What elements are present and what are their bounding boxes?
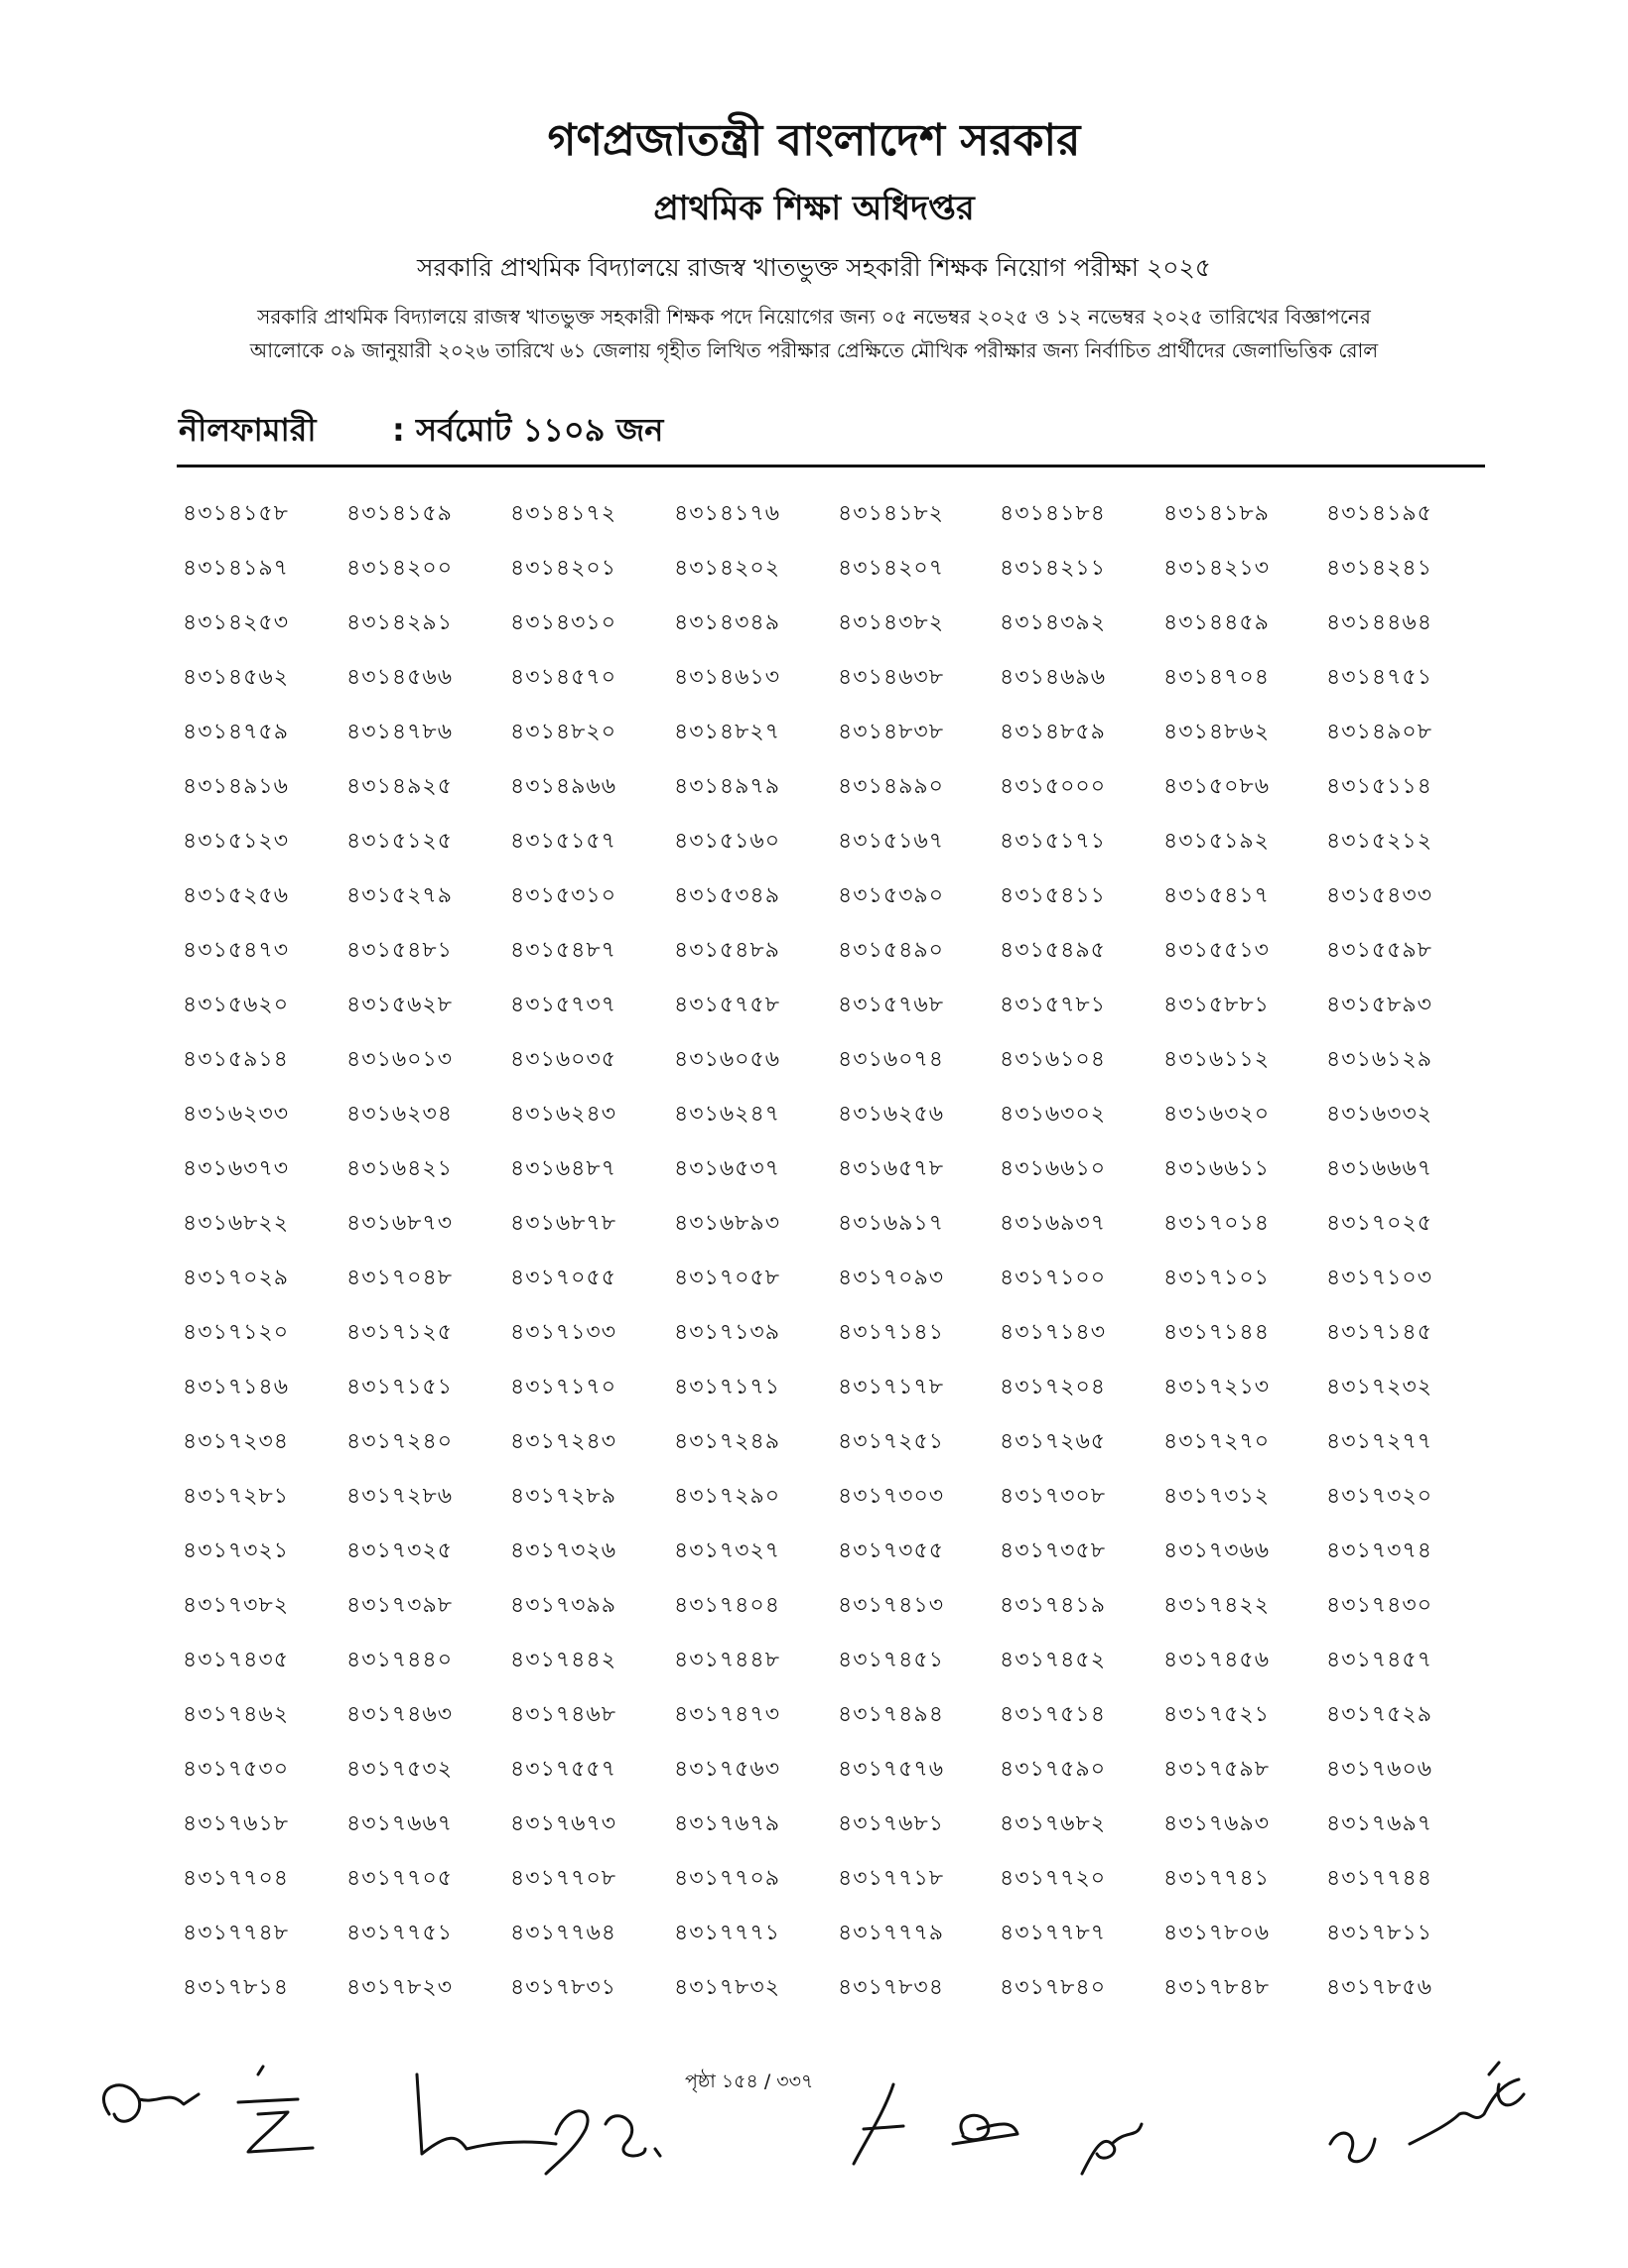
roll-number: ৪৩১৭০২৫ <box>1326 1211 1433 1236</box>
roll-number: ৪৩১৪৯৯০ <box>838 774 944 799</box>
signature-4 <box>546 2111 660 2174</box>
roll-number: ৪৩১৭২১৩ <box>1163 1375 1271 1400</box>
roll-number: ৪৩১৬১২৯ <box>1326 1047 1433 1072</box>
government-title: গণপ্রজাতন্ত্রী বাংলাদেশ সরকার <box>547 115 1081 166</box>
roll-number: ৪৩১৫১২৫ <box>346 829 453 854</box>
roll-number: ৪৩১৭৬৯৭ <box>1326 1811 1433 1836</box>
roll-number: ৪৩১৭২০৪ <box>1000 1375 1107 1400</box>
roll-number: ৪৩১৭৮০৬ <box>1163 1921 1271 1945</box>
signatures-image <box>89 2045 1578 2203</box>
roll-number: ৪৩১৭১৪৩ <box>1000 1320 1107 1345</box>
roll-number: ৪৩১৭৬৮২ <box>1000 1811 1107 1836</box>
roll-number: ৪৩১৭১২৫ <box>346 1320 454 1345</box>
roll-number: ৪৩১৪৪৫৯ <box>1163 610 1270 635</box>
roll-number: ৪৩১৬২৪৭ <box>674 1102 781 1127</box>
roll-number: ৪৩১৭৪৫৬ <box>1163 1648 1271 1672</box>
roll-number: ৪৩১৫৪৯০ <box>838 938 944 963</box>
roll-number: ৪৩১৪২৪১ <box>1326 556 1432 581</box>
signature-1 <box>103 2085 199 2121</box>
roll-number: ৪৩১৪৬১৩ <box>674 665 781 690</box>
roll-number: ৪৩১৭৬৭৯ <box>674 1811 781 1836</box>
roll-number: ৪৩১৭৩২৫ <box>346 1538 454 1563</box>
page-number: পৃষ্ঠা ১৫৪ / ৩৩৭ <box>685 2070 814 2092</box>
roll-number: ৪৩১৭২৪৯ <box>674 1429 781 1454</box>
roll-row <box>183 660 1493 715</box>
roll-number: ৪৩১৭২৫১ <box>838 1429 945 1454</box>
roll-number: ৪৩১৭২৯০ <box>674 1484 781 1509</box>
roll-number: ৪৩১৪৫৭০ <box>510 665 617 690</box>
roll-number: ৪৩১৭১২০ <box>183 1320 290 1345</box>
roll-number: ৪৩১৬৬১১ <box>1163 1156 1271 1181</box>
roll-number: ৪৩১৭৩৭৪ <box>1326 1538 1433 1563</box>
roll-row <box>183 878 1493 933</box>
roll-number: ৪৩১৪৮৬২ <box>1163 720 1271 744</box>
roll-number: ৪৩১৫৬২৮ <box>346 993 454 1017</box>
roll-number: ৪৩১৫৩৯০ <box>838 883 945 908</box>
roll-number: ৪৩১৭৬৬৭ <box>346 1811 454 1836</box>
roll-number: ৪৩১৬৮৭৩ <box>346 1211 454 1236</box>
roll-number: ৪৩১৭৬১৮ <box>183 1811 290 1836</box>
roll-number: ৪৩১৫২৭৯ <box>346 883 454 908</box>
roll-number: ৪৩১৪৭৮৬ <box>346 720 454 744</box>
roll-number: ৪৩১৭৪৩৫ <box>183 1648 290 1672</box>
notice-line-2: আলোকে ০৯ জানুয়ারী ২০২৬ তারিখে ৬১ জেলায় গৃহীত লিখিত পরীক্ষার প্রেক্ষিতে মৌখিক পরীক্ষার জন্য নির্বাচিত প্রার্থীদের জেলাভিত্তিক রোল <box>249 338 1379 362</box>
roll-row <box>183 824 1493 878</box>
roll-number: ৪৩১৭৮১১ <box>1326 1921 1432 1945</box>
roll-number: ৪৩১৫০০০ <box>1000 774 1107 799</box>
roll-number: ৪৩১৫৩১০ <box>510 883 617 908</box>
roll-number: ৪৩১৭৪৭৩ <box>674 1702 781 1727</box>
roll-number: ৪৩১৫৩৪৯ <box>674 883 780 908</box>
roll-number: ৪৩১৬৬১০ <box>1000 1156 1107 1181</box>
exam-title: সরকারি প্রাথমিক বিদ্যালয়ে রাজস্ব খাতভুক্ত সহকারী শিক্ষক নিয়োগ পরীক্ষা ২০২৫ <box>417 253 1211 282</box>
roll-number: ৪৩১৭৫২৯ <box>1326 1702 1433 1727</box>
roll-number: ৪৩১৭২৭৭ <box>1326 1429 1433 1454</box>
roll-number: ৪৩১৭৩২০ <box>1326 1484 1433 1509</box>
roll-number: ৪৩১৭৭৭১ <box>674 1921 781 1945</box>
roll-number: ৪৩১৭২৩৪ <box>183 1429 290 1454</box>
roll-number: ৪৩১৫২১২ <box>1326 829 1433 854</box>
roll-number: ৪৩১৭৭২০ <box>1000 1866 1107 1891</box>
roll-number: ৪৩১৭০৫৫ <box>510 1266 617 1290</box>
roll-number: ৪৩১৪১৫৮ <box>183 501 289 526</box>
roll-row <box>183 988 1493 1042</box>
roll-number: ৪৩১৭৭৪১ <box>1163 1866 1271 1891</box>
roll-number: ৪৩১৪১৫৯ <box>346 501 453 526</box>
roll-number: ৪৩১৪৮৫৯ <box>1000 720 1106 744</box>
roll-number: ৪৩১৪৫৬৬ <box>346 665 454 690</box>
roll-number: ৪৩১৪২০০ <box>346 556 454 581</box>
roll-number: ৪৩১৭৫১৪ <box>1000 1702 1106 1727</box>
roll-number: ৪৩১৭৪৩০ <box>1326 1593 1433 1618</box>
roll-number: ৪৩১৭৩৮২ <box>183 1593 290 1618</box>
roll-number: ৪৩১৫১২৩ <box>183 829 290 854</box>
roll-number: ৪৩১৭৬৮১ <box>838 1811 945 1836</box>
roll-number: ৪৩১৭৫৭৬ <box>838 1757 945 1782</box>
roll-number: ৪৩১৭৩২৭ <box>674 1538 781 1563</box>
roll-number: ৪৩১৭৬৯৩ <box>1163 1811 1271 1836</box>
roll-row <box>183 769 1493 824</box>
roll-number: ৪৩১৫৪৮৭ <box>510 938 616 963</box>
roll-number: ৪৩১৭৫৯৮ <box>1163 1757 1270 1782</box>
roll-number: ৪৩১৭৪৪২ <box>510 1648 617 1672</box>
signature-3 <box>417 2074 556 2154</box>
roll-number: ৪৩১৪৭৫৯ <box>183 720 289 744</box>
roll-number: ৪৩১৭২৪৩ <box>510 1429 617 1454</box>
roll-row <box>183 1315 1493 1370</box>
roll-number: ৪৩১৬৮৭৮ <box>510 1211 617 1236</box>
roll-row <box>183 1479 1493 1534</box>
roll-number: ৪৩১৬৮৯৩ <box>674 1211 781 1236</box>
roll-number: ৪৩১৭৪৯৪ <box>838 1702 944 1727</box>
roll-number: ৪৩১৭১৩৩ <box>510 1320 617 1345</box>
roll-number: ৪৩১৭২৭০ <box>1163 1429 1271 1454</box>
roll-number: ৪৩১৫৭৫৮ <box>674 993 780 1017</box>
roll-number: ৪৩১৬৬৬৭ <box>1326 1156 1433 1181</box>
roll-number: ৪৩১৬৩৭৩ <box>183 1156 290 1181</box>
roll-number: ৪৩১৬৩২০ <box>1163 1102 1271 1127</box>
roll-number: ৪৩১৭৫২১ <box>1163 1702 1271 1727</box>
roll-number: ৪৩১৭০২৯ <box>183 1266 290 1290</box>
roll-number: ৪৩১৫৭৬৮ <box>838 993 945 1017</box>
district-name: নীলফামারী <box>179 411 317 449</box>
roll-number: ৪৩১৭৭৪৮ <box>183 1921 290 1945</box>
roll-number: ৪৩১৭৮২৩ <box>346 1975 454 2000</box>
roll-number: ৪৩১৪২১১ <box>1000 556 1106 581</box>
roll-number: ৪৩১৭৫৯০ <box>1000 1757 1107 1782</box>
roll-number: ৪৩১৭৫৩২ <box>346 1757 454 1782</box>
roll-number: ৪৩১৫১৯২ <box>1163 829 1270 854</box>
roll-number: ৪৩১৭৭৭৯ <box>838 1921 945 1945</box>
roll-number: ৪৩১৬০৭৪ <box>838 1047 945 1072</box>
signature-8 <box>1330 2133 1375 2162</box>
roll-row <box>183 1916 1493 1970</box>
roll-number: ৪৩১৫০৮৬ <box>1163 774 1271 799</box>
roll-number: ৪৩১৭৮৩৪ <box>838 1975 945 2000</box>
roll-number: ৪৩১৭১০১ <box>1163 1266 1271 1290</box>
roll-number: ৪৩১৭১৪১ <box>838 1320 944 1345</box>
roll-number: ৪৩১৭৭০৫ <box>346 1866 454 1891</box>
district-heading <box>179 399 1469 459</box>
roll-number: ৪৩১৫১৬০ <box>674 829 781 854</box>
roll-number: ৪৩১৭৪৬৩ <box>346 1702 454 1727</box>
roll-row <box>183 1206 1493 1261</box>
roll-number: ৪৩১৪১৭২ <box>510 501 617 526</box>
roll-row <box>183 1588 1493 1643</box>
roll-number: ৪৩১৭০৯৩ <box>838 1266 945 1290</box>
roll-number: ৪৩১৭১০৩ <box>1326 1266 1433 1290</box>
roll-number: ৪৩১৭৩৫৫ <box>838 1538 945 1563</box>
roll-number: ৪৩১৭১৪৬ <box>183 1375 290 1400</box>
roll-number-grid <box>183 496 1493 2025</box>
roll-number: ৪৩১৭৪৫৭ <box>1326 1648 1433 1672</box>
roll-number: ৪৩১৭৪১৩ <box>838 1593 945 1618</box>
roll-number: ৪৩১৭১৭৮ <box>838 1375 945 1400</box>
roll-number: ৪৩১৭১৭০ <box>510 1375 617 1400</box>
roll-number: ৪৩১৫৫৯৮ <box>1326 938 1432 963</box>
roll-number: ৪৩১৫৫১৩ <box>1163 938 1270 963</box>
roll-number: ৪৩১৪৭০৪ <box>1163 665 1271 690</box>
roll-number: ৪৩১৭৪২২ <box>1163 1593 1271 1618</box>
roll-number: ৪৩১৪২৫৩ <box>183 610 290 635</box>
roll-number: ৪৩১৭৩৫৮ <box>1000 1538 1107 1563</box>
roll-number: ৪৩১৭৭০৮ <box>510 1866 617 1891</box>
roll-number: ৪৩১৪৯৬৬ <box>510 774 617 799</box>
roll-row <box>183 1861 1493 1916</box>
signature-6 <box>953 2115 1018 2144</box>
roll-row <box>183 715 1493 769</box>
roll-number: ৪৩১৭৮৩১ <box>510 1975 617 2000</box>
roll-number: ৪৩১৫৭৮১ <box>1000 993 1106 1017</box>
roll-number: ৪৩১৪৯০৮ <box>1326 720 1432 744</box>
roll-number: ৪৩১৬৮২২ <box>183 1211 290 1236</box>
roll-number: ৪৩১৪২১৩ <box>1163 556 1271 581</box>
roll-number: ৪৩১৬৯৩৭ <box>1000 1211 1107 1236</box>
roll-number: ৪৩১৭৩২৬ <box>510 1538 617 1563</box>
roll-number: ৪৩১৫২৫৬ <box>183 883 290 908</box>
roll-number: ৪৩১৭৪৫২ <box>1000 1648 1107 1672</box>
roll-number: ৪৩১৭০১৪ <box>1163 1211 1271 1236</box>
roll-number: ৪৩১৪৬৩৮ <box>838 665 945 690</box>
roll-number: ৪৩১৪১৭৬ <box>674 501 781 526</box>
roll-row <box>183 1534 1493 1588</box>
roll-number: ৪৩১৬১০৪ <box>1000 1047 1107 1072</box>
roll-number: ৪৩১৭৮৩২ <box>674 1975 781 2000</box>
directorate-title: প্রাথমিক শিক্ষা অধিদপ্তর <box>653 189 975 228</box>
roll-number: ৪৩১৭২৮৬ <box>346 1484 454 1509</box>
roll-number: ৪৩১৭৪৬৮ <box>510 1702 617 1727</box>
roll-number: ৪৩১৬১১২ <box>1163 1047 1271 1072</box>
roll-number: ৪৩১৭৭৫১ <box>346 1921 454 1945</box>
signature-2 <box>238 2067 313 2152</box>
roll-number: ৪৩১৪১৮২ <box>838 501 944 526</box>
roll-number: ৪৩১৬০৫৬ <box>674 1047 781 1072</box>
roll-row <box>183 1643 1493 1697</box>
roll-number: ৪৩১৫৪১১ <box>1000 883 1106 908</box>
roll-number: ৪৩১৭৮৪৮ <box>1163 1975 1270 2000</box>
roll-row <box>183 1042 1493 1097</box>
roll-number: ৪৩১৪৬৯৬ <box>1000 665 1107 690</box>
notice-text <box>0 300 1628 367</box>
roll-number: ৪৩১৫১৬৭ <box>838 829 945 854</box>
roll-number: ৪৩১৪১৮৪ <box>1000 501 1106 526</box>
signature-9 <box>1410 2063 1524 2144</box>
heading-divider <box>177 465 1485 467</box>
notice-line-1: সরকারি প্রাথমিক বিদ্যালয়ে রাজস্ব খাতভুক্ত সহকারী শিক্ষক পদে নিয়োগের জন্য ০৫ নভেম্বর ২০২৫ ও ১২ নভেম্বর ২০২৫ তারিখের বিজ্ঞাপনের <box>257 305 1371 329</box>
roll-number: ৪৩১৭৫৬৩ <box>674 1757 781 1782</box>
roll-number: ৪৩১৫৪৭৩ <box>183 938 290 963</box>
roll-number: ৪৩১৭৭১৮ <box>838 1866 945 1891</box>
roll-number: ৪৩১৭১৪৪ <box>1163 1320 1270 1345</box>
roll-row <box>183 1370 1493 1424</box>
signature-7 <box>1082 2124 1142 2174</box>
roll-number: ৪৩১৬৩৩২ <box>1326 1102 1433 1127</box>
roll-number: ৪৩১৭৮৫৬ <box>1326 1975 1433 2000</box>
signature-row <box>89 2045 1578 2203</box>
roll-number: ৪৩১৬২৩৪ <box>346 1102 454 1127</box>
roll-number: ৪৩১৪৯৭৯ <box>674 774 780 799</box>
roll-number: ৪৩১৭২৮১ <box>183 1484 290 1509</box>
roll-number: ৪৩১৪১৯৭ <box>183 556 289 581</box>
roll-number: ৪৩১৪৩৪৯ <box>674 610 780 635</box>
roll-row <box>183 1151 1493 1206</box>
roll-number: ৪৩১৭১০০ <box>1000 1266 1107 1290</box>
roll-number: ৪৩১৬৪৮৭ <box>510 1156 617 1181</box>
roll-row <box>183 933 1493 988</box>
roll-number: ৪৩১৪৩৯২ <box>1000 610 1107 635</box>
roll-number: ৪৩১৬৯১৭ <box>838 1211 945 1236</box>
roll-number: ৪৩১৪৩৮২ <box>838 610 945 635</box>
roll-number: ৪৩১৭৩২১ <box>183 1538 290 1563</box>
roll-number: ৪৩১৪৫৬২ <box>183 665 290 690</box>
roll-row <box>183 1970 1493 2025</box>
roll-number: ৪৩১৭৩০৮ <box>1000 1484 1107 1509</box>
roll-number: ৪৩১৪২০১ <box>510 556 617 581</box>
roll-number: ৪৩১৭৮৪০ <box>1000 1975 1107 2000</box>
roll-number: ৪৩১৪৮২৭ <box>674 720 781 744</box>
roll-number: ৪৩১৭৭০৪ <box>183 1866 290 1891</box>
roll-number: ৪৩১৪১৯৫ <box>1326 501 1432 526</box>
roll-number: ৪৩১৭৩৯৮ <box>346 1593 454 1618</box>
roll-number: ৪৩১৬০৩৫ <box>510 1047 617 1072</box>
roll-row <box>183 1697 1493 1752</box>
roll-number: ৪৩১৫১৫৭ <box>510 829 616 854</box>
roll-number: ৪৩১৭২৩২ <box>1326 1375 1433 1400</box>
roll-number: ৪৩১৭৭০৯ <box>674 1866 781 1891</box>
roll-number: ৪৩১৪২০২ <box>674 556 781 581</box>
roll-number: ৪৩১৭২৪০ <box>346 1429 454 1454</box>
roll-number: ৪৩১৭৪১৯ <box>1000 1593 1106 1618</box>
roll-number: ৪৩১৫৪৮৯ <box>674 938 780 963</box>
roll-number: ৪৩১৪২৯১ <box>346 610 453 635</box>
roll-number: ৪৩১৭৬০৬ <box>1326 1757 1433 1782</box>
roll-row <box>183 496 1493 551</box>
roll-row <box>183 1752 1493 1806</box>
roll-number: ৪৩১৭২৬৫ <box>1000 1429 1107 1454</box>
roll-number: ৪৩১৬৫৩৭ <box>674 1156 781 1181</box>
roll-number: ৪৩১৫৮৯৩ <box>1326 993 1432 1017</box>
roll-number: ৪৩১৭৪৪৮ <box>674 1648 780 1672</box>
roll-row <box>183 605 1493 660</box>
roll-number: ৪৩১৪২০৭ <box>838 556 945 581</box>
roll-number: ৪৩১৬২৩৩ <box>183 1102 290 1127</box>
roll-row <box>183 1806 1493 1861</box>
roll-row <box>183 1261 1493 1315</box>
roll-number: ৪৩১৬৩০২ <box>1000 1102 1107 1127</box>
roll-number: ৪৩১৫৮৮১ <box>1163 993 1270 1017</box>
roll-number: ৪৩১৭৩৬৬ <box>1163 1538 1271 1563</box>
roll-number: ৪৩১৬৫৭৮ <box>838 1156 945 1181</box>
roll-number: ৪৩১৫১৭১ <box>1000 829 1106 854</box>
roll-number: ৪৩১৭০৫৮ <box>674 1266 781 1290</box>
roll-number: ৪৩১৬২৫৬ <box>838 1102 945 1127</box>
roll-number: ৪৩১৬২৪৩ <box>510 1102 617 1127</box>
roll-number: ৪৩১৭১৭১ <box>674 1375 781 1400</box>
roll-number: ৪৩১৭৪৬২ <box>183 1702 290 1727</box>
roll-number: ৪৩১৭০৪৮ <box>346 1266 454 1290</box>
roll-number: ৪৩১৫৪৩৩ <box>1326 883 1433 908</box>
roll-number: ৪৩১৭৩১২ <box>1163 1484 1271 1509</box>
roll-number: ৪৩১৫৭৩৭ <box>510 993 617 1017</box>
roll-number: ৪৩১৪৩১০ <box>510 610 617 635</box>
roll-number: ৪৩১৪৯২৫ <box>346 774 453 799</box>
roll-number: ৪৩১৫৪১৭ <box>1163 883 1270 908</box>
roll-number: ৪৩১৭২৮৯ <box>510 1484 617 1509</box>
district-total: : সর্বমোট ১১০৯ জন <box>392 411 664 449</box>
roll-number: ৪৩১৭৭৮৭ <box>1000 1921 1107 1945</box>
roll-number: ৪৩১৭৪০৪ <box>674 1593 781 1618</box>
roll-number: ৪৩১৭১৩৯ <box>674 1320 781 1345</box>
roll-number: ৪৩১৭৫৩০ <box>183 1757 290 1782</box>
roll-number: ৪৩১৭৭৪৪ <box>1326 1866 1433 1891</box>
roll-number: ৪৩১৪৮৩৮ <box>838 720 944 744</box>
roll-number: ৪৩১৭৩০৩ <box>838 1484 945 1509</box>
roll-number: ৪৩১৫৯১৪ <box>183 1047 289 1072</box>
roll-number: ৪৩১৫৪৯৫ <box>1000 938 1106 963</box>
roll-number: ৪৩১৭৮১৪ <box>183 1975 289 2000</box>
roll-number: ৪৩১৬৪২১ <box>346 1156 454 1181</box>
roll-row <box>183 1097 1493 1151</box>
roll-number: ৪৩১৭১৪৫ <box>1326 1320 1432 1345</box>
roll-number: ৪৩১৫১১৪ <box>1326 774 1432 799</box>
roll-number: ৪৩১৭৭৬৪ <box>510 1921 617 1945</box>
roll-number: ৪৩১৫৬২০ <box>183 993 290 1017</box>
roll-number: ৪৩১৪৭৫১ <box>1326 665 1432 690</box>
roll-number: ৪৩১৪৪৬৪ <box>1326 610 1432 635</box>
roll-number: ৪৩১৭৫৫৭ <box>510 1757 617 1782</box>
signature-5 <box>854 2084 903 2164</box>
roll-number: ৪৩১৪৮২০ <box>510 720 617 744</box>
roll-row <box>183 1424 1493 1479</box>
roll-number: ৪৩১৪১৮৯ <box>1163 501 1270 526</box>
roll-row <box>183 551 1493 605</box>
roll-number: ৪৩১৬০১৩ <box>346 1047 454 1072</box>
roll-number: ৪৩১৫৪৮১ <box>346 938 453 963</box>
roll-number: ৪৩১৭৪৫১ <box>838 1648 944 1672</box>
roll-number: ৪৩১৭৩৯৯ <box>510 1593 617 1618</box>
roll-number: ৪৩১৭৪৪০ <box>346 1648 454 1672</box>
roll-number: ৪৩১৪৯১৬ <box>183 774 289 799</box>
roll-number: ৪৩১৭৬৭৩ <box>510 1811 617 1836</box>
roll-number: ৪৩১৭১৫১ <box>346 1375 453 1400</box>
